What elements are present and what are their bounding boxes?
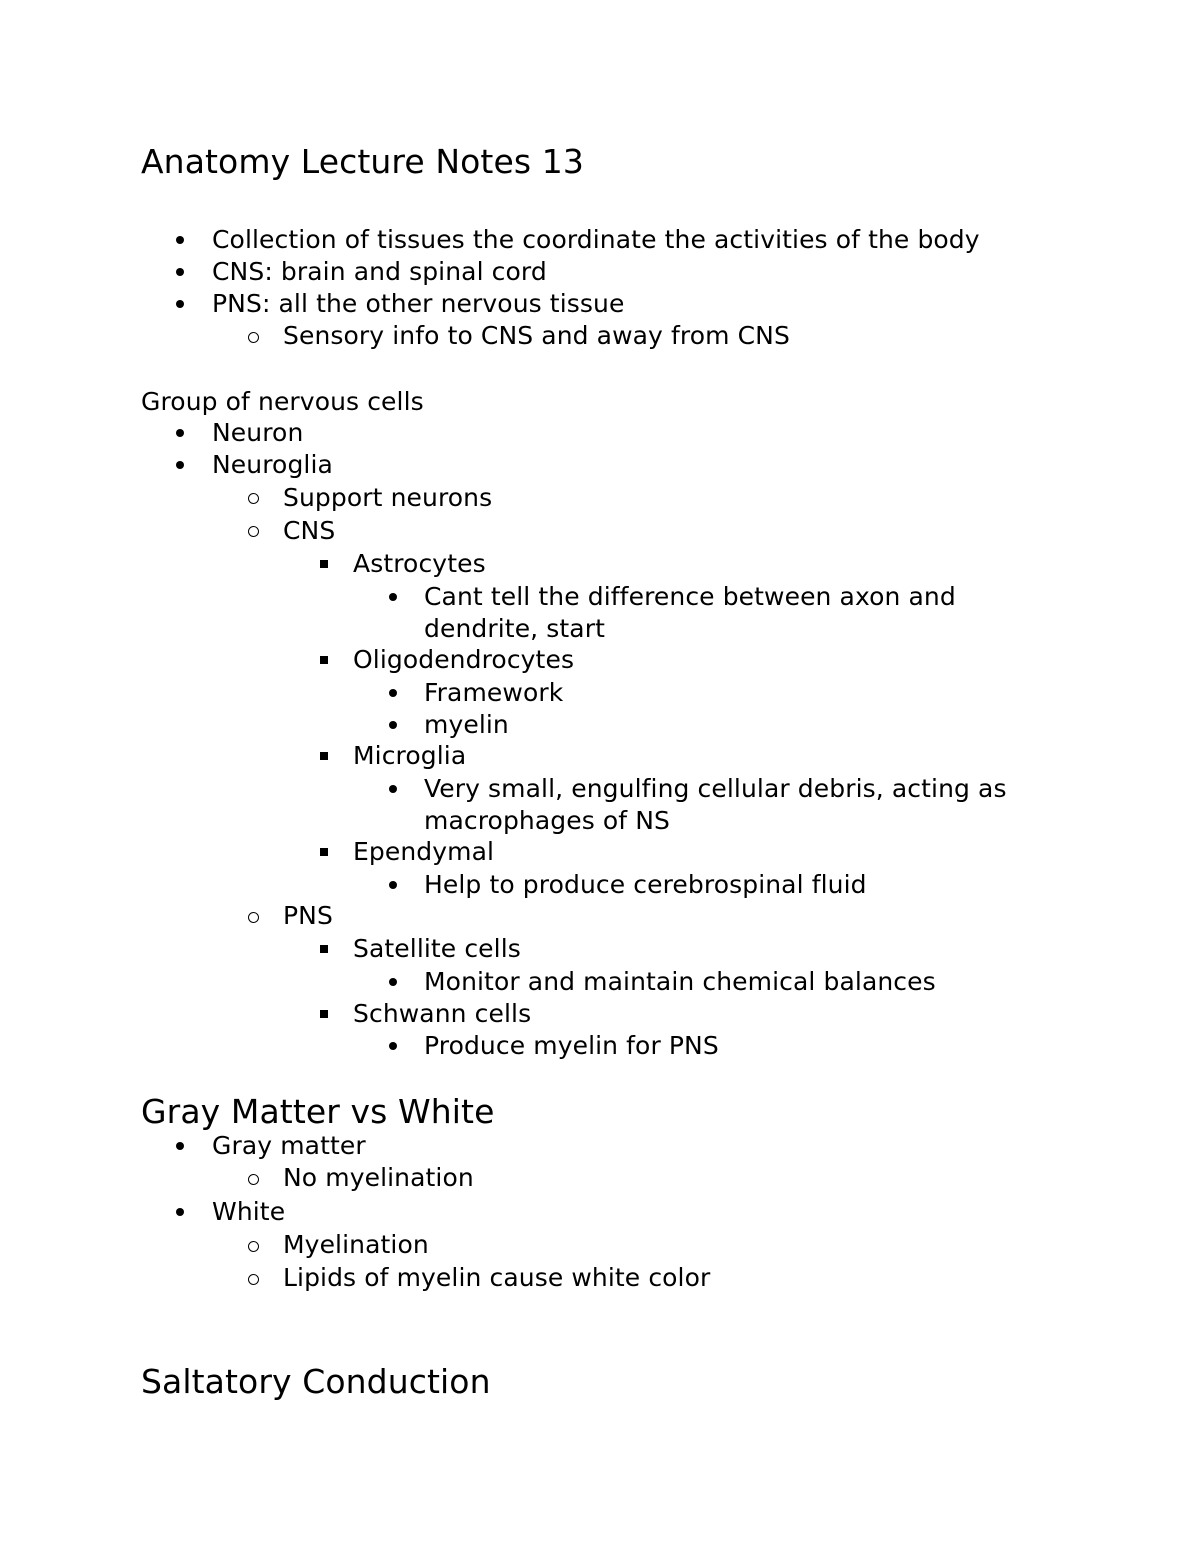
list-item: myelin: [424, 710, 509, 739]
bullet-dot: [176, 1208, 184, 1216]
bullet-circle: [248, 332, 259, 343]
bullet-dot: [389, 978, 397, 986]
bullet-dot: [176, 429, 184, 437]
bullet-square: [320, 848, 328, 856]
bullet-dot: [176, 1142, 184, 1150]
list-item: Oligodendrocytes: [353, 645, 575, 674]
list-item: Support neurons: [283, 483, 493, 512]
list-item-continuation: macrophages of NS: [424, 806, 671, 835]
list-item: Gray matter: [212, 1131, 366, 1160]
list-item: Cant tell the difference between axon and: [424, 582, 956, 611]
bullet-circle: [248, 1174, 259, 1185]
list-item: Help to produce cerebrospinal fluid: [424, 870, 867, 899]
bullet-dot: [389, 721, 397, 729]
list-item: Monitor and maintain chemical balances: [424, 967, 936, 996]
list-item: Neuron: [212, 418, 304, 447]
bullet-square: [320, 656, 328, 664]
list-item: PNS: [283, 901, 333, 930]
list-item: Myelination: [283, 1230, 429, 1259]
list-item: Schwann cells: [353, 999, 532, 1028]
section-heading-matter: Gray Matter vs White: [141, 1092, 495, 1131]
list-item: Sensory info to CNS and away from CNS: [283, 321, 790, 350]
bullet-dot: [176, 236, 184, 244]
page-title: Anatomy Lecture Notes 13: [141, 142, 584, 181]
bullet-square: [320, 1010, 328, 1018]
list-item: White: [212, 1197, 286, 1226]
list-item: Produce myelin for PNS: [424, 1031, 719, 1060]
list-item: Collection of tissues the coordinate the activities of the body: [212, 225, 980, 254]
bullet-circle: [248, 1274, 259, 1285]
bullet-dot: [176, 300, 184, 308]
list-item: Neuroglia: [212, 450, 333, 479]
bullet-circle: [248, 526, 259, 537]
list-item-continuation: dendrite, start: [424, 614, 605, 643]
list-item: Astrocytes: [353, 549, 486, 578]
bullet-dot: [176, 461, 184, 469]
section-heading-saltatory: Saltatory Conduction: [141, 1362, 491, 1401]
list-item: CNS: [283, 516, 336, 545]
list-item: PNS: all the other nervous tissue: [212, 289, 625, 318]
list-item: CNS: brain and spinal cord: [212, 257, 547, 286]
list-item: Microglia: [353, 741, 467, 770]
bullet-square: [320, 945, 328, 953]
bullet-dot: [176, 268, 184, 276]
list-item: Satellite cells: [353, 934, 521, 963]
list-item: Ependymal: [353, 837, 495, 866]
list-item: Framework: [424, 678, 564, 707]
bullet-dot: [389, 689, 397, 697]
bullet-square: [320, 560, 328, 568]
bullet-circle: [248, 493, 259, 504]
bullet-circle: [248, 912, 259, 923]
list-item: Very small, engulfing cellular debris, acting as: [424, 774, 1007, 803]
bullet-square: [320, 752, 328, 760]
bullet-dot: [389, 881, 397, 889]
list-item: No myelination: [283, 1163, 474, 1192]
list-item: Lipids of myelin cause white color: [283, 1263, 711, 1292]
bullet-dot: [389, 1042, 397, 1050]
bullet-circle: [248, 1241, 259, 1252]
bullet-dot: [389, 785, 397, 793]
section-heading-cells: Group of nervous cells: [141, 387, 424, 416]
bullet-dot: [389, 593, 397, 601]
